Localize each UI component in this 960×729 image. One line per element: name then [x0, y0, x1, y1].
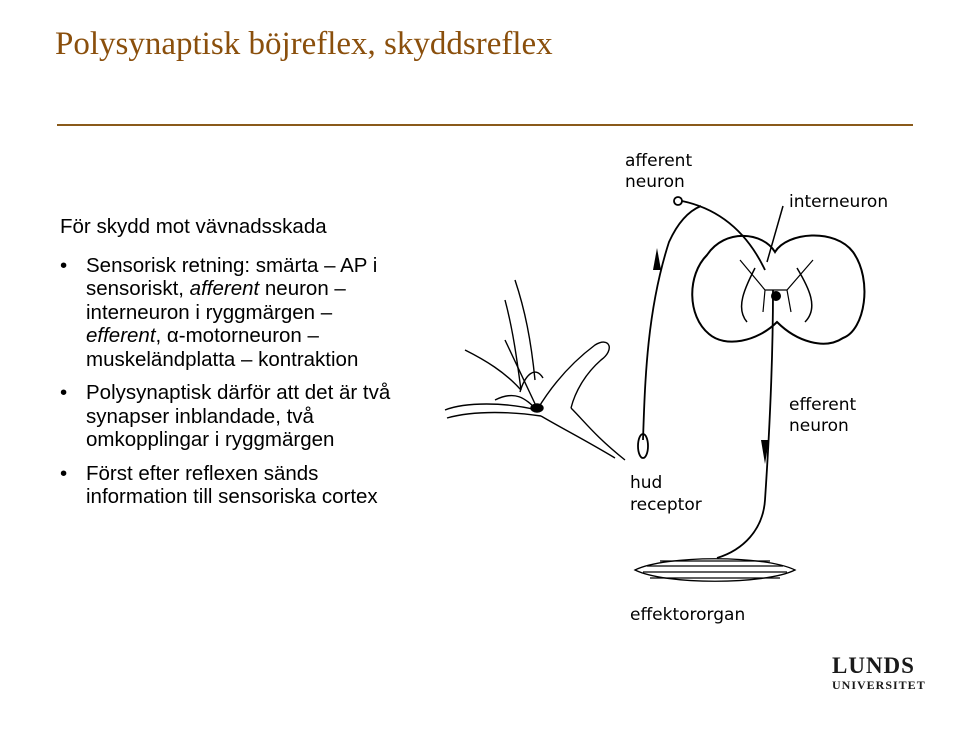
afferent-neuron — [643, 197, 765, 440]
effector-muscle — [635, 559, 795, 582]
bullet-text-part: neuron – interneuron i ryggmärgen – — [86, 277, 346, 324]
bullet-text-part: Sensorisk retning: smärta – AP i sensoriskt, — [86, 253, 378, 300]
label-afferent-neuron: neuron — [625, 172, 685, 192]
bullet-polysynaptic — [60, 381, 400, 452]
logo-line1: LUNDS — [832, 653, 915, 678]
reflex-arc-diagram — [425, 140, 925, 640]
label-afferent: afferent — [625, 151, 693, 171]
bullet-text: Först efter reflexen sänds information till sensoriska cortex — [86, 461, 378, 508]
bullet-cortex — [60, 462, 400, 509]
label-effektororgan: effektororgan — [630, 605, 746, 625]
label-efferent-neuron: neuron — [789, 416, 849, 436]
bullet-reflex-chain — [60, 254, 400, 372]
bullet-marker: • — [60, 253, 68, 277]
afferent-term: afferent — [189, 277, 260, 300]
efferent-term: efferent — [86, 324, 156, 347]
bullet-marker: • — [60, 381, 68, 404]
lead-text: För skydd mot vävnadsskada — [60, 215, 327, 238]
university-logo — [832, 653, 926, 692]
label-receptor: receptor — [630, 495, 702, 515]
label-hud: hud — [630, 473, 663, 493]
bullet-text-part: , α-motorneuron – muskeländplatta – kontraktion — [86, 324, 359, 371]
label-efferent: efferent — [789, 395, 857, 415]
bullet-marker: • — [60, 461, 68, 485]
logo-line2: UNIVERSITET — [832, 678, 926, 692]
title-divider — [57, 124, 913, 126]
hand-wasp-sketch — [445, 280, 625, 460]
body-text — [60, 215, 400, 519]
afferent-arrow — [653, 248, 661, 270]
bullet-text: Polysynaptisk därför att det är två synapser inblandade, två omkopplingar i ryggmärgen — [86, 381, 391, 451]
label-interneuron: interneuron — [789, 192, 889, 212]
spinal-cord-section — [692, 235, 864, 343]
slide-title: Polysynaptisk böjreflex, skyddsreflex — [55, 26, 553, 62]
efferent-neuron — [717, 290, 773, 558]
